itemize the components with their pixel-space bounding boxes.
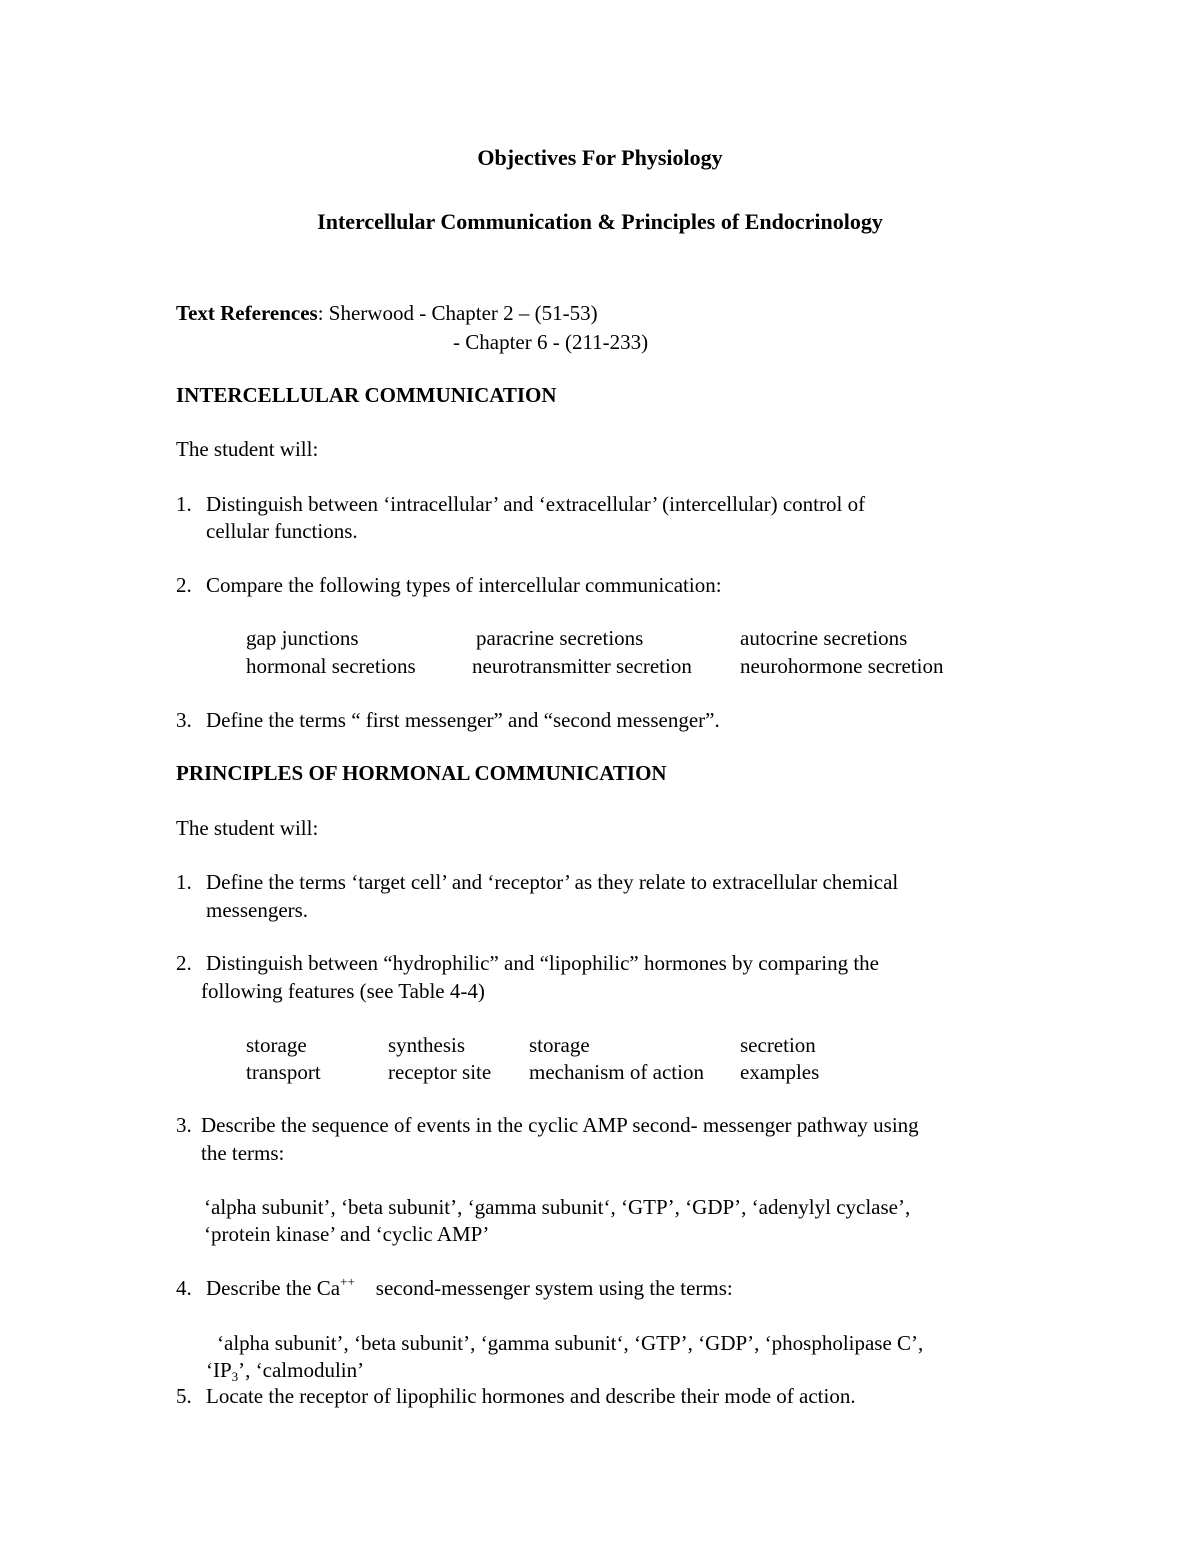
s1-item1-text-cont: cellular functions. xyxy=(206,519,358,543)
s2-item1-text-cont: messengers. xyxy=(206,898,309,922)
s1-item3-text: Define the terms “ first messenger” and “second messenger”. xyxy=(206,708,720,732)
s2-item1-text: Define the terms ‘target cell’ and ‘receptor’ as they relate to extracellular chemical xyxy=(206,870,899,894)
type-neurotransmitter: neurotransmitter secretion xyxy=(472,654,692,678)
s1-item3-number: 3. xyxy=(176,708,192,732)
feature-storage: storage xyxy=(246,1033,307,1057)
s2-item4-terms: ‘alpha subunit’, ‘beta subunit’, ‘gamma subunit‘, ‘GTP’, ‘GDP’, ‘phospholipase C’, xyxy=(217,1331,924,1355)
s2-item5-number: 5. xyxy=(176,1384,192,1408)
s2-item4-ip-label: ‘IP xyxy=(206,1358,232,1382)
s2-item3-number: 3. xyxy=(176,1113,192,1137)
s2-item2-number: 2. xyxy=(176,951,192,975)
feature-receptor-site: receptor site xyxy=(388,1060,492,1084)
s2-item5-text: Locate the receptor of lipophilic hormones and describe their mode of action. xyxy=(206,1384,856,1408)
text-references-line1 xyxy=(176,299,598,327)
s1-item1-number: 1. xyxy=(176,492,192,516)
section1-intro: The student will: xyxy=(176,437,319,461)
text-references-chapter6: - Chapter 6 - (211-233) xyxy=(453,330,649,354)
s2-item4-number: 4. xyxy=(176,1276,192,1300)
s2-item4-ca-label: Describe the Ca xyxy=(206,1276,341,1300)
s2-item4-terms-rest: ’, ‘calmodulin’ xyxy=(238,1358,365,1382)
document-subtitle: Intercellular Communication & Principles of Endocrinology xyxy=(317,209,883,234)
s2-item3-terms-cont: ‘protein kinase’ and ‘cyclic AMP’ xyxy=(204,1222,490,1246)
type-gap-junctions: gap junctions xyxy=(246,626,359,650)
s1-item2-number: 2. xyxy=(176,573,192,597)
feature-transport: transport xyxy=(246,1060,321,1084)
section-heading-intercellular: INTERCELLULAR COMMUNICATION xyxy=(176,383,557,407)
feature-synthesis: synthesis xyxy=(388,1033,466,1057)
s2-item4-ip-subscript: 3 xyxy=(231,1369,239,1384)
feature-storage-2: storage xyxy=(529,1033,590,1057)
feature-mechanism: mechanism of action xyxy=(529,1060,704,1084)
type-neurohormone: neurohormone secretion xyxy=(740,654,944,678)
type-autocrine: autocrine secretions xyxy=(740,626,908,650)
s1-item2-text: Compare the following types of intercellular communication: xyxy=(206,573,722,597)
section-heading-hormonal: PRINCIPLES OF HORMONAL COMMUNICATION xyxy=(176,761,667,785)
document-title: Objectives For Physiology xyxy=(477,145,723,170)
s2-item4-terms-cont xyxy=(206,1356,364,1384)
type-hormonal: hormonal secretions xyxy=(246,654,416,678)
section2-intro: The student will: xyxy=(176,816,319,840)
s2-item4-text-rest: second-messenger system using the terms: xyxy=(375,1276,733,1300)
s2-item2-text-cont: following features (see Table 4-4) xyxy=(201,979,485,1003)
s2-item4-ca-charge: ++ xyxy=(340,1274,355,1289)
feature-examples: examples xyxy=(740,1060,820,1084)
s2-item4-text xyxy=(206,1274,733,1302)
s2-item3-text-cont: the terms: xyxy=(201,1141,285,1165)
text-references-chapter2: : Sherwood - Chapter 2 – (51-53) xyxy=(317,301,598,325)
s2-item2-text: Distinguish between “hydrophilic” and “lipophilic” hormones by comparing the xyxy=(206,951,880,975)
s1-item1-text: Distinguish between ‘intracellular’ and ‘extracellular’ (intercellular) control of xyxy=(206,492,866,516)
s2-item3-terms: ‘alpha subunit’, ‘beta subunit’, ‘gamma subunit‘, ‘GTP’, ‘GDP’, ‘adenylyl cyclase’, xyxy=(204,1195,911,1219)
s2-item3-text: Describe the sequence of events in the cyclic AMP second- messenger pathway using xyxy=(201,1113,919,1137)
feature-secretion: secretion xyxy=(740,1033,816,1057)
type-paracrine: paracrine secretions xyxy=(476,626,644,650)
s2-item1-number: 1. xyxy=(176,870,192,894)
text-references-label: Text References xyxy=(176,301,318,325)
